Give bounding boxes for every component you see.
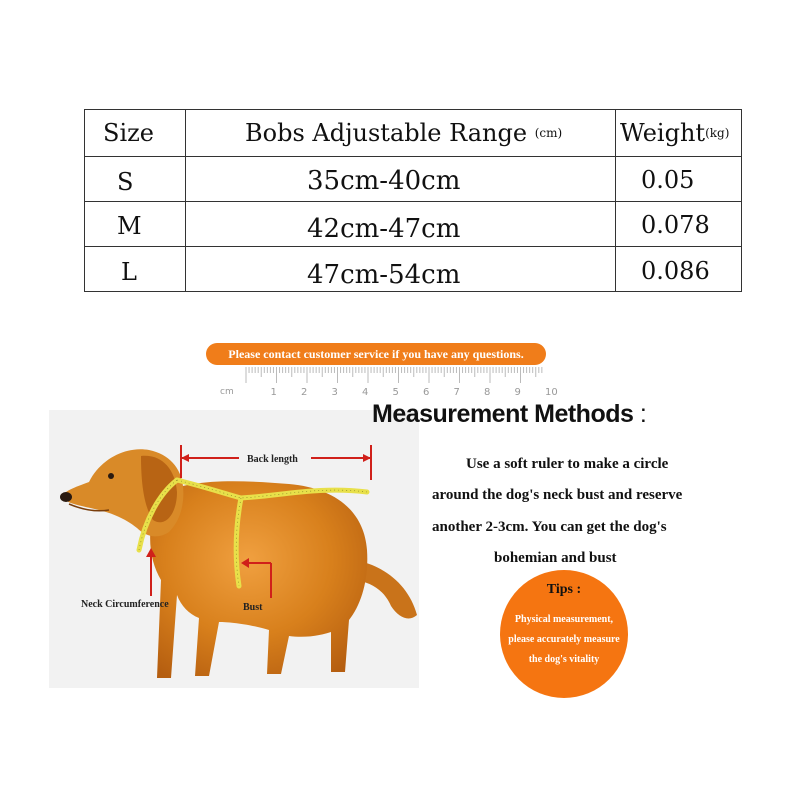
tips-line: Physical measurement, [514,614,614,625]
table-row-size: S [117,168,134,196]
ruler-number: 7 [453,387,460,398]
table-divider [85,246,741,247]
table-row-range: 47cm-54cm [307,260,461,290]
header-range [245,118,562,148]
header-weight-unit: (kg) [705,126,730,140]
header-range-unit: (cm) [534,126,563,140]
ruler-number: 2 [301,387,308,398]
size-table [84,109,742,292]
header-range-label: Bobs Adjustable Range [245,119,528,147]
table-row-weight: 0.078 [641,211,710,239]
tips-title-text: Tips [546,582,574,597]
ruler-number: 6 [423,387,430,398]
ruler-number: 8 [484,387,491,398]
ruler-number: 3 [331,387,338,398]
ruler-unit-label: cm [220,387,234,397]
table-row-size: L [121,258,137,286]
tips-line: please accurately measure [508,634,620,645]
ruler-number: 5 [392,387,399,398]
table-row-size: M [117,212,142,240]
measurement-title-colon: : [639,400,647,428]
instruction-line: Use a soft ruler to make a circle [466,456,669,472]
contact-banner: Please contact customer service if you have any questions. [206,343,546,365]
table-divider [85,156,741,157]
ruler-number: 4 [362,387,369,398]
measurement-title [372,400,646,429]
table-row-range: 35cm-40cm [307,166,461,196]
back-length-label: Back length [247,454,298,465]
ruler [206,365,558,401]
ruler-number: 10 [545,387,558,398]
tips-title-colon: : [576,582,582,597]
header-weight-label: Weight [620,119,706,147]
table-divider [615,110,616,291]
tips-line: the dog's vitality [528,654,600,665]
table-row-weight: 0.086 [641,257,710,285]
table-divider [185,110,186,291]
bust-label: Bust [243,602,263,613]
ruler-number: 1 [270,387,277,398]
header-size: Size [103,119,154,147]
neck-circumference-label: Neck Circumference [81,599,169,610]
measurement-title-text: Measurement Methods [372,400,634,428]
instruction-line: around the dog's neck bust and reserve [432,487,683,503]
tips-badge [500,570,628,698]
table-row-range: 42cm-47cm [307,214,461,244]
instruction-line: another 2-3cm. You can get the dog's [432,519,667,535]
table-divider [85,201,741,202]
header-weight [620,118,729,148]
tips-title [500,582,628,598]
dog-diagram [49,410,419,688]
ruler-number: 9 [514,387,521,398]
table-row-weight: 0.05 [641,166,695,194]
instruction-line: bohemian and bust [494,550,617,566]
